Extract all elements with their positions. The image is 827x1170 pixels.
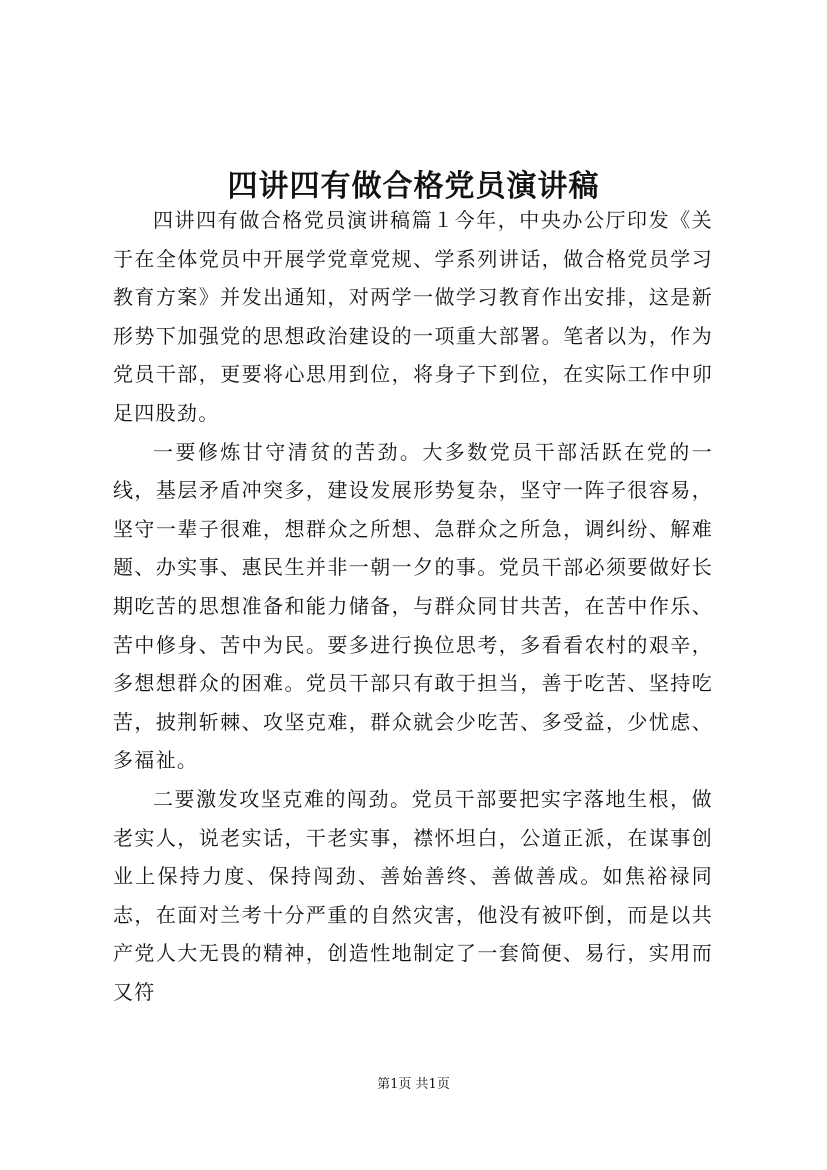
document-body [113,201,713,1011]
page-footer: 第1页 共1页 [377,1077,450,1092]
paragraph-3: 二要激发攻坚克难的闯劲。党员干部要把实字落地生根，做老实人，说老实话，干老实事，襟怀坦白，公道正派，在谋事创业上保持力度、保持闯劲、善始善终、善做善成。如焦裕禄同志，在面对兰考十分严重的自然灾害，他没有被吓倒，而是以共产党人大无畏的精神，创造性地制定了一套简便、易行，实用而又符 [113,786,713,1004]
paragraph-1: 四讲四有做合格党员演讲稿篇１今年，中央办公厅印发《关于在全体党员中开展学党章党规、学系列讲话，做合格党员学习教育方案》并发出通知，对两学一做学习教育作出安排，这是新形势下加强党的思想政治建设的一项重大部署。笔者以为，作为党员干部，更要将心思用到位，将身子下到位，在实际工作中卯足四股劲。 [113,208,713,425]
document-title: 四讲四有做合格党员演讲稿 [227,169,600,205]
paragraph-2: 一要修炼甘守清贫的苦劲。大多数党员干部活跃在党的一线，基层矛盾冲突多，建设发展形势复杂，坚守一阵子很容易，坚守一辈子很难，想群众之所想、急群众之所急，调纠纷、解难题、办实事、惠民生并非一朝一夕的事。党员干部必须要做好长期吃苦的思想准备和能力储备，与群众同甘共苦，在苦中作乐、苦中修身、苦中为民。要多进行换位思考，多看看农村的艰辛，多想想群众的困难。党员干部只有敢于担当，善于吃苦、坚持吃苦，披荆斩棘、攻坚克难，群众就会少吃苦、多受益，少忧虑、多福祉。 [113,439,713,773]
